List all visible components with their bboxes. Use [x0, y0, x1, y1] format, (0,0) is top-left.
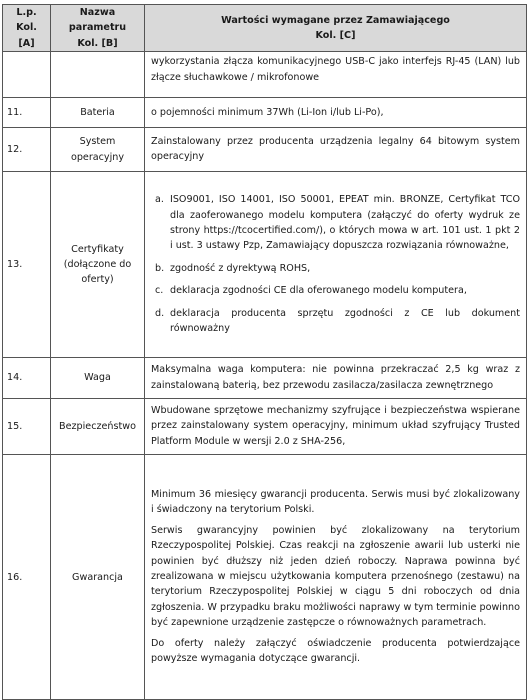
value-cell [145, 455, 527, 700]
paragraph: Minimum 36 miesięcy gwarancji producenta. Serwis musi być zlokalizowany i świadczony na terytorium Polski. [151, 489, 520, 516]
table-row-system [3, 128, 527, 172]
value-cell: wykorzystania złącza komunikacyjnego USB-C jako interfejs RJ-45 (LAN) lub złącze słuchawkowe / mikrofonowe [145, 52, 527, 98]
lp-cell: 14. [3, 358, 51, 399]
table-row-certyfikaty [3, 172, 527, 358]
table-row-gwarancja [3, 455, 527, 700]
paragraph: Serwis gwarancyjny powinien być zlokalizowany na terytorium Rzeczypospolitej Polskiej. Czas reakcji na zgłoszenie awarii lub usterki nie powinien być dłuższy niż jeden dzień roboczy. Naprawa powinna być zrealizowana w miejscu użytkowania komputera przenośnego (zestawu) na terytorium Rzeczypospolitej Polskiej w ciągu 5 dni roboczych od dnia zgłoszenia. W przypadku braku możliwości naprawy w tym terminie powinno być zapewnione urządzenie zastępcze o równoważnych parametrach. [151, 524, 520, 629]
table-row-bezpieczenstwo [3, 399, 527, 455]
lp-cell: 16. [3, 455, 51, 700]
table-header-row [3, 5, 527, 52]
name-cell: Bezpieczeństwo [51, 399, 145, 455]
lp-cell: 12. [3, 128, 51, 172]
value-cell: Zainstalowany przez producenta urządzenia legalny 64 bitowym system operacyjny [145, 128, 527, 172]
list-item: a. ISO9001, ISO 14001, ISO 50001, EPEAT min. BRONZE, Certyfikat TCO dla zaoferowanego modelu komputera (załączyć do oferty wydruk ze strony https://tcocertified.com/), o których mowa w art. 101 ust. 1 pkt 2 i ust. 3 ustawy Pzp, Zamawiający dopuszcza rozwiązania równoważne, [155, 194, 520, 252]
value-cell: o pojemności minimum 37Wh (Li-Ion i/lub Li-Po), [145, 98, 527, 128]
name-cell: Gwarancja [51, 455, 145, 700]
value-cell: Wbudowane sprzętowe mechanizmy szyfrujące i bezpieczeństwa wspierane przez zainstalowany system operacyjny, minimum układ szyfrujący Trusted Platform Module w wersji 2.0 z SHA-256, [145, 399, 527, 455]
table-row-waga [3, 358, 527, 399]
name-cell: Certyfikaty (dołączone do oferty) [51, 172, 145, 358]
header-required-values: Wartości wymagane przez Zamawiającego Kol. [C] [145, 5, 527, 52]
header-parameter-name: Nazwa parametru Kol. [B] [51, 5, 145, 52]
name-cell [51, 52, 145, 98]
list-marker: a. [155, 194, 164, 206]
list-item: c. deklaracja zgodności CE dla oferowanego modelu komputera, [151, 283, 520, 298]
table-row-bateria [3, 98, 527, 128]
list-marker: d. [155, 307, 165, 319]
name-cell: Waga [51, 358, 145, 399]
list-marker: c. [155, 285, 164, 297]
header-lp: L.p. Kol. [A] [3, 5, 51, 52]
lp-cell: 15. [3, 399, 51, 455]
lp-cell: 11. [3, 98, 51, 128]
name-cell: System operacyjny [51, 128, 145, 172]
paragraph: Do oferty należy załączyć oświadczenie producenta potwierdzające powyższe wymagania dotyczące gwarancji. [151, 637, 520, 665]
list-marker: b. [155, 262, 165, 274]
table-row-continuation [3, 52, 527, 98]
list-item: b. zgodność z dyrektywą ROHS, [151, 261, 520, 276]
value-cell [145, 172, 527, 358]
value-cell: Maksymalna waga komputera: nie powinna przekraczać 2,5 kg wraz z zainstalowaną baterią, bez przewodu zasilacza/zasilacza zewnętrznego [145, 358, 527, 399]
lp-cell [3, 52, 51, 98]
lp-cell: 13. [3, 172, 51, 358]
name-cell: Bateria [51, 98, 145, 128]
list-item: d. deklaracja producenta sprzętu zgodności z CE lub dokument równoważny [155, 307, 520, 334]
specification-table [2, 4, 527, 700]
certificate-list [151, 192, 520, 336]
